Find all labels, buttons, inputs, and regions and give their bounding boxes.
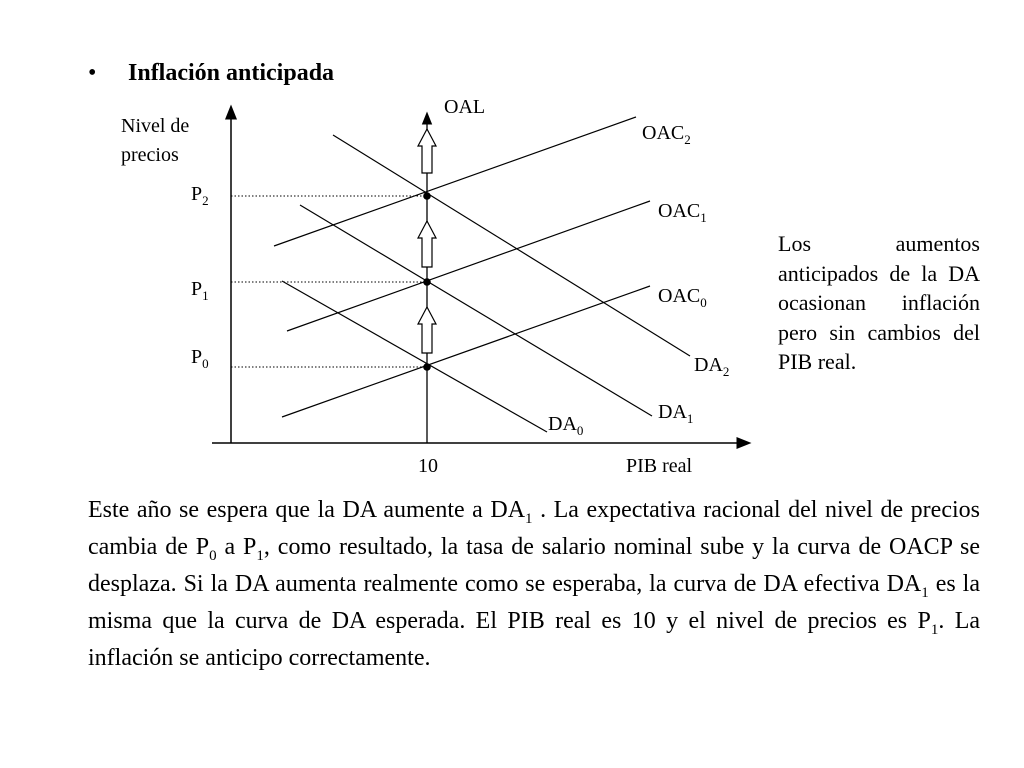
y-axis-label-line1: Nivel de	[121, 115, 190, 137]
da0-line	[282, 281, 547, 432]
oac0-label: $OAC_0$	[658, 285, 707, 310]
oac2-label: $OAC_2$	[642, 122, 691, 147]
da1-label: $DA_1$	[658, 401, 694, 426]
shift-up-arrow-2	[418, 129, 436, 173]
side-note: Los aumentos anticipados de la DA ocasionan inflación pero sin cambios del PIB real.	[778, 231, 980, 374]
x-axis-label: PIB real	[626, 455, 693, 477]
da0-label: $DA_0$	[548, 413, 584, 438]
da2-label: $DA_2$	[694, 354, 730, 379]
shift-up-arrow-1	[418, 221, 436, 267]
equilibrium-point-1	[423, 278, 431, 286]
x-tick-label: 10	[418, 455, 438, 477]
oac0-line	[282, 286, 650, 417]
da1-line	[300, 205, 652, 416]
explanation-paragraph: Este año se espera que la DA aumente a $DA_1$ . La expectativa racional del nivel de precios cambia de $P_0$ a $P_1$, como resultado, la tasa de salario nominal sube y la curva de OACP se desplaza. Si la DA aumenta realmente como se esperaba, la curva de DA efectiva $DA_1$ es la misma que la curva de DA esperada. El PIB real es 10 y el nivel de precios es $P_1$. La inflación se anticipo correctamente.	[88, 497, 981, 671]
p2-label: $P_2$	[191, 183, 209, 208]
heading-text: Inflación anticipada	[128, 60, 335, 86]
p0-label: $P_0$	[191, 346, 209, 371]
shift-up-arrow-0	[418, 307, 436, 353]
oac1-label: $OAC_1$	[658, 200, 707, 225]
bullet-symbol: •	[88, 60, 97, 86]
da2-line	[333, 135, 690, 356]
p1-label: $P_1$	[191, 278, 209, 303]
equilibrium-point-2	[423, 192, 431, 200]
oac1-line	[287, 201, 650, 331]
equilibrium-point-0	[423, 363, 431, 371]
oac2-line	[274, 117, 636, 246]
y-axis-label-line2: precios	[121, 144, 179, 166]
oal-label: OAL	[444, 96, 486, 118]
